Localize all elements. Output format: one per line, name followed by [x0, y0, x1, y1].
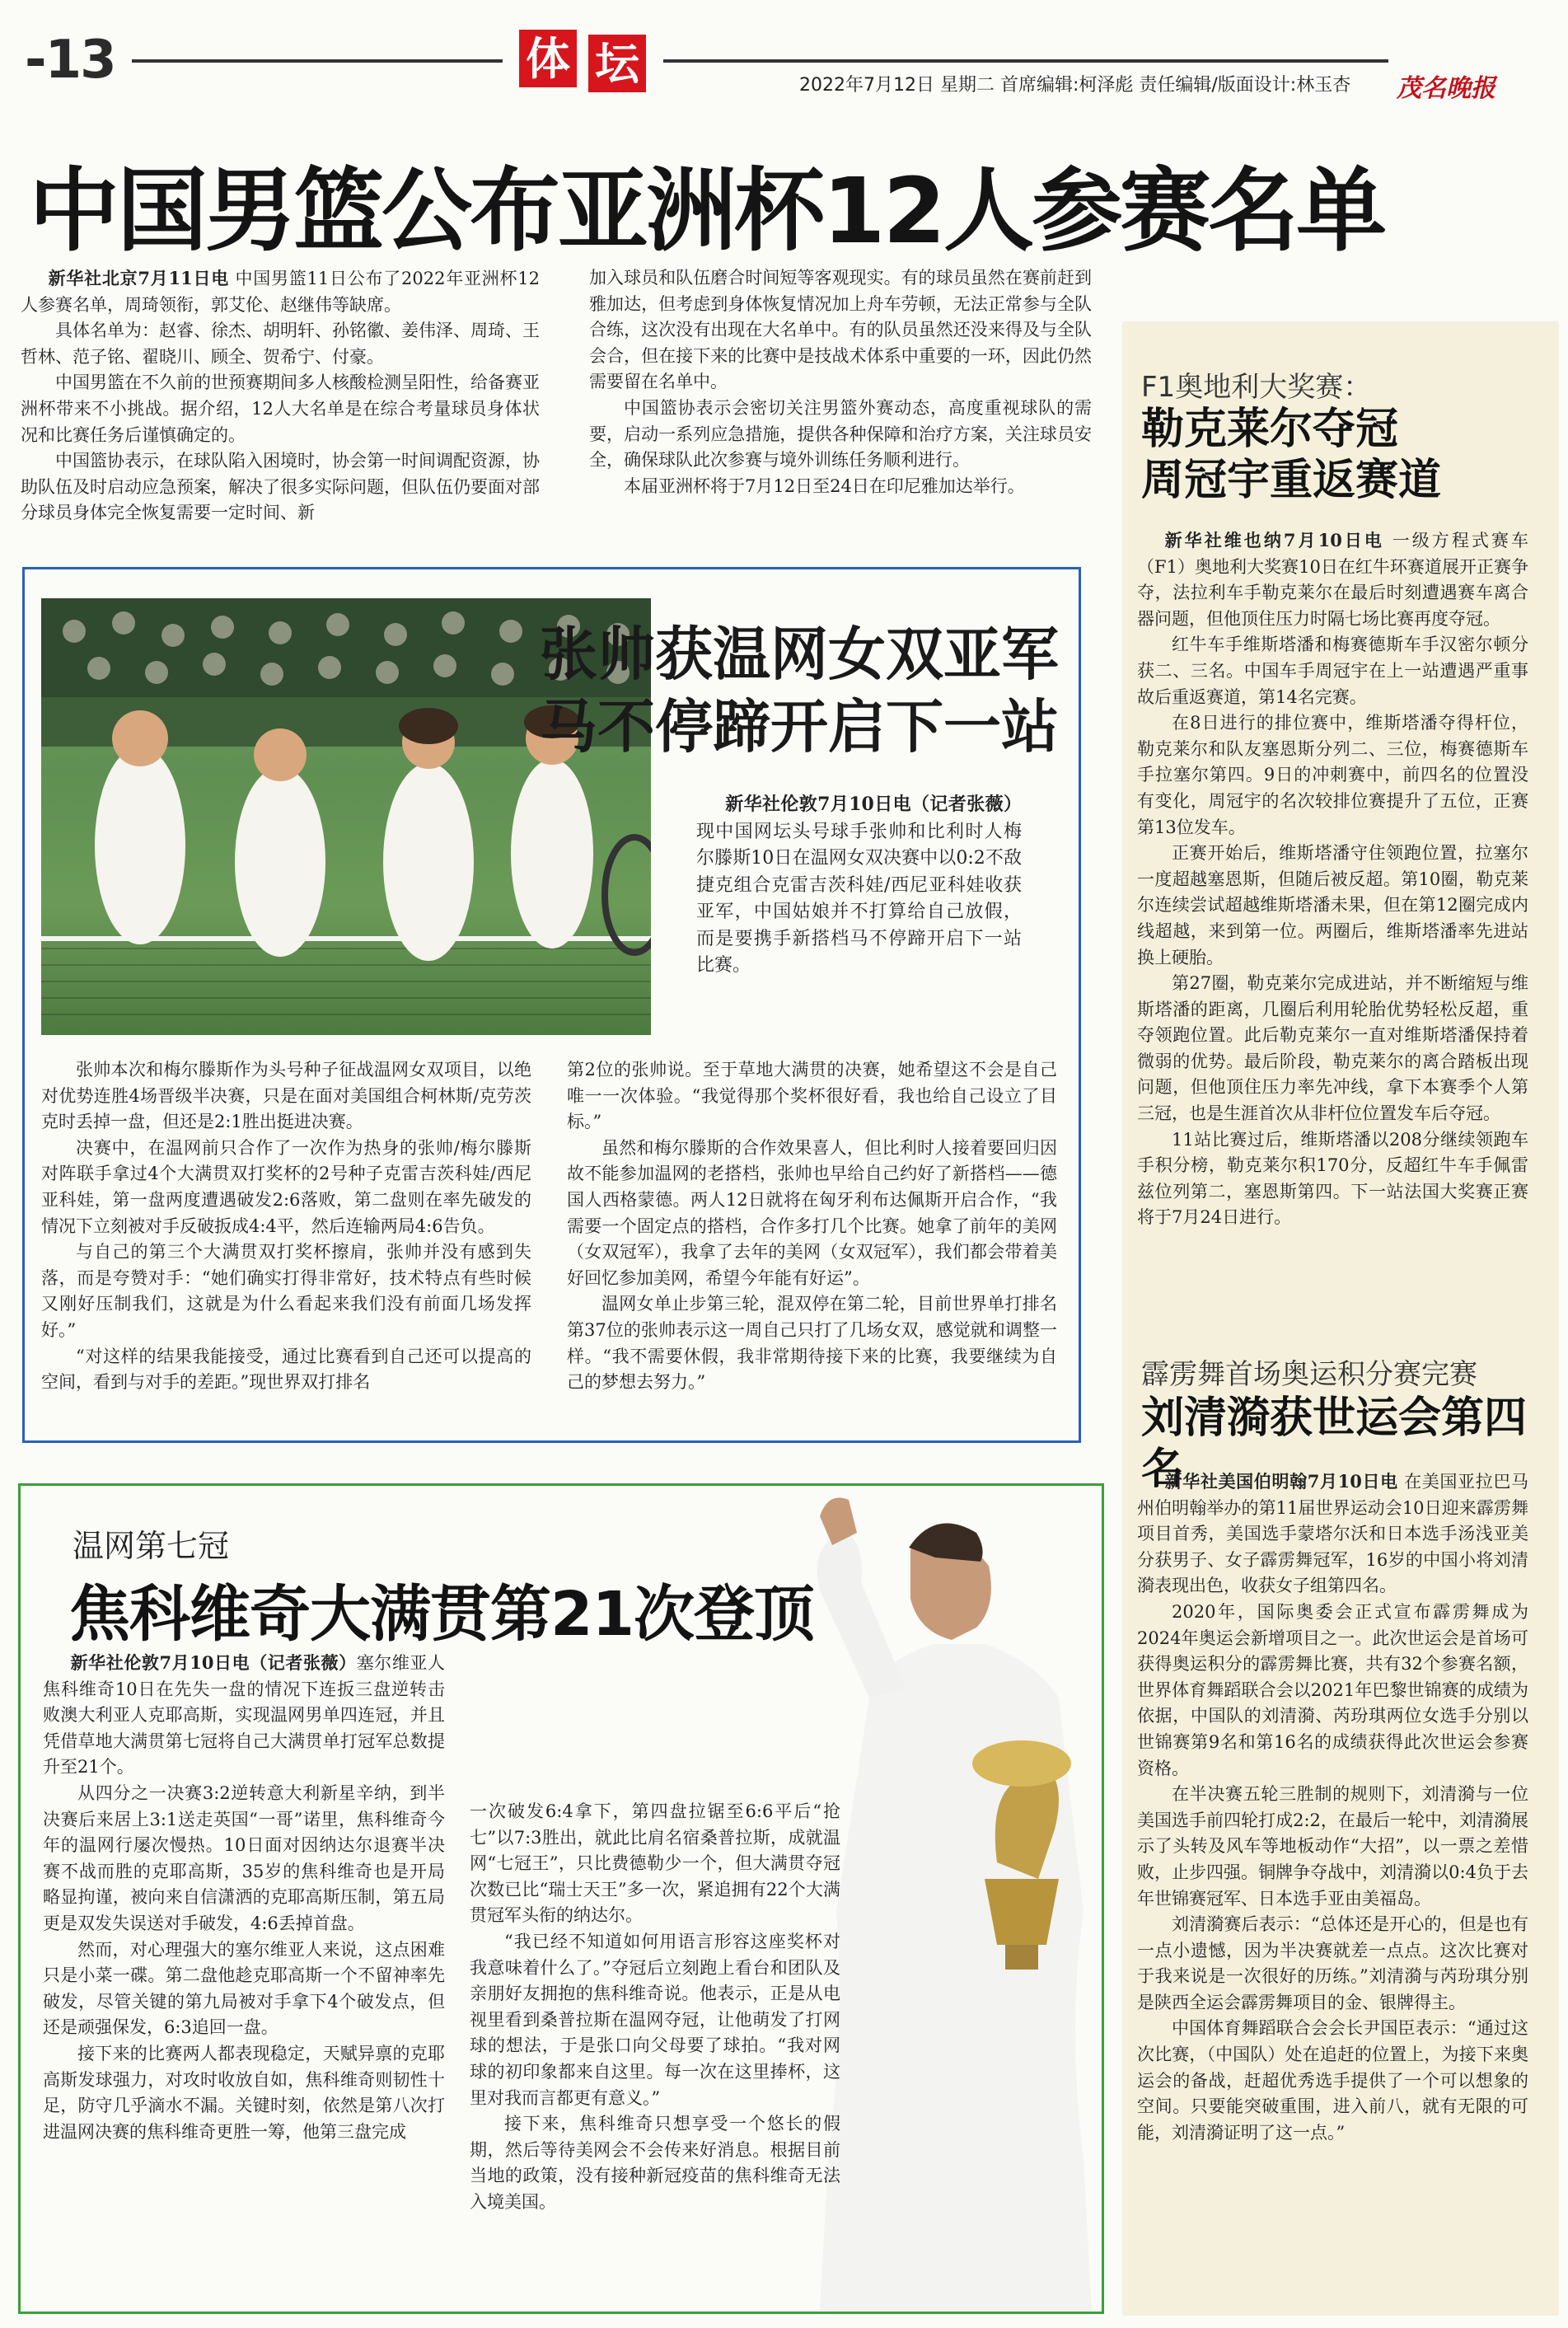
paragraph — [589, 265, 1092, 396]
lead-article-col1 — [21, 265, 540, 527]
paragraph — [1137, 1912, 1528, 2016]
paragraph-text: 中国篮协表示，在球队陷入困境时，协会第一时间调配资源，协助队伍及时启动应急预案，解决了很多实际问题，但队伍仍要面对部分球员身体完全恢复需要一定时间、新 — [21, 451, 540, 523]
issue-dateline: 2022年7月12日 星期二 首席编辑:柯泽彪 责任编辑/版面设计:林玉杏 — [799, 75, 1351, 96]
paragraph-text: 与自己的第三个大满贯双打奖杯擦肩，张帅并没有感到失落，而是夸赞对手：“她们确实打得非常好，技术特点有些时候又刚好压制我们，这就是为什么看起来我们没有前面几场发挥好。” — [41, 1242, 531, 1340]
paragraph — [21, 265, 540, 318]
paragraph-text: 温网女单止步第三轮，混双停在第二轮，目前世界单打排名第37位的张帅表示这一周自己只打了几场女双，感觉就和调整一样。“我不需要休假，我非常期待接下来的比赛，我要继续为自己的梦想去努力。” — [567, 1294, 1057, 1393]
f1-title — [1141, 404, 1441, 506]
paragraph — [589, 396, 1092, 474]
paragraph — [589, 474, 1092, 500]
section-char-2: 坛 — [588, 35, 646, 92]
paragraph-text: 第27圈，勒克莱尔完成进站，并不断缩短与维斯塔潘的距离，几圈后利用轮胎优势轻松反超，重夺领跑位置。此后勒克莱尔一直对维斯塔潘保持着微弱的优势。最后阶段，勒克莱尔的离合踏板出现问题，但他顶住压力率先冲线，拿下本赛季个人第三冠，也是生涯首次从非杆位位置发车后夺冠。 — [1137, 973, 1528, 1124]
breaking-kicker: 霹雳舞首场奥运积分赛完赛 — [1141, 1358, 1477, 1391]
paragraph-text: 红牛车手维斯塔潘和梅赛德斯车手汉密尔顿分获二、三名。中国车手周冠宇在上一站遭遇严重事故后重返赛道，第14名完赛。 — [1137, 635, 1528, 707]
paragraph-text: 决赛中，在温网前只合作了一次作为热身的张帅/梅尔滕斯对阵联手拿过4个大满贯双打奖杯的2号种子克雷吉茨科娃/西尼亚科娃，第一盘两度遭遇破发2:6落败，第二盘则在率先破发的情况下立刻被对手反破扳成4:4平，然后连输两局4:6告负。 — [41, 1137, 531, 1236]
tennis-title-line1: 张帅获温网女双亚军 — [540, 621, 1059, 688]
paragraph — [1137, 632, 1528, 710]
lead-article-col2 — [589, 265, 1092, 499]
f1-article — [1137, 527, 1528, 1231]
paragraph-text: 一次破发6:4拿下，第四盘拉锯至6:6平后“抢七”以7:3胜出，就此比肩名宿桑普拉斯，成就温网“七冠王”，只比费德勒少一个，但大满贯夺冠次数已比“瑞士天王”多一次，紧追拥有22个大满贯冠军头衔的纳达尔。 — [470, 1801, 840, 1926]
paragraph-text: 正赛开始后，维斯塔潘守住领跑位置，拉塞尔一度超越塞恩斯，但随后被反超。第10圈，勒克莱尔连续尝试超越维斯塔潘未果，但在第12圈完成内线超越，来到第一位。两圈后，维斯塔潘率先进站换上硬胎。 — [1137, 843, 1528, 967]
f1-title-line2: 周冠宇重返赛道 — [1141, 456, 1442, 505]
story-dateline: 新华社美国伯明翰7月10日电 — [1164, 1471, 1398, 1492]
paragraph-text: 中国篮协表示会密切关注男篮外赛动态，高度重视球队的需要，启动一系列应急措施，提供各种保障和治疗方案，关注球员安全，确保球队此次参赛与境外训练任务顺利进行。 — [589, 397, 1092, 471]
paragraph — [43, 1650, 445, 1781]
paragraph-text: 具体名单为：赵睿、徐杰、胡明轩、孙铭徽、姜伟泽、周琦、王哲林、范子铭、翟晓川、顾全、贺希宁、付豪。 — [21, 321, 540, 367]
tennis-title-line2: 马不停蹄开启下一站 — [540, 693, 1059, 761]
paragraph-text: 在8日进行的排位赛中，维斯塔潘夺得杆位，勒克莱尔和队友塞恩斯分列二、三位，梅赛德斯车手拉塞尔第四。9日的冲刺赛中，前四名的位置没有变化，周冠宇的名次较排位赛提升了五位，正赛第13位发车。 — [1137, 713, 1528, 837]
header-rule-left — [132, 59, 503, 63]
paragraph — [43, 1781, 445, 1937]
paragraph — [21, 370, 540, 448]
paragraph — [21, 318, 540, 370]
paragraph-text: 加入球员和队伍磨合时间短等客观现实。有的球员虽然在赛前赶到雅加达，但考虑到身体恢复情况加上舟车劳顿，无法正常参与全队合练，这次没有出现在大名单中。有的队员虽然还没来得及与全队会合，但在接下来的比赛中是技战术体系中重要的一环，因此仍然需要留在名单中。 — [589, 268, 1092, 392]
story-dateline: 新华社维也纳7月10日电 — [1164, 530, 1384, 550]
paragraph — [1137, 971, 1528, 1127]
paragraph-text: 2020年，国际奥委会正式宣布霹雳舞成为2024年奥运会新增项目之一。此次世运会是首场可获得奥运积分的霹雳舞比赛，共有32个参赛名额，世界体育舞蹈联合会以2021年巴黎世锦赛的成绩为依据，中国队的刘清漪、芮玢琪两位女选手分别以世锦赛第9名和第16名的成绩获得此次世运会参赛资格。 — [1137, 1601, 1528, 1778]
paragraph — [21, 448, 540, 527]
tennis-lead-paragraph — [696, 791, 1022, 980]
tennis-article-col2 — [567, 1057, 1057, 1396]
story-dateline: 新华社伦敦7月10日电（记者张薇） — [70, 1652, 357, 1673]
paragraph — [470, 1799, 840, 1929]
djokovic-article-col1 — [43, 1650, 445, 2145]
paragraph-text: 从四分之一决赛3:2逆转意大利新星辛纳，到半决赛后来居上3:1送走英国“一哥”诺里，焦科维奇今年的温网行屡次慢热。10日面对因纳达尔退赛半决赛不战而胜的克耶高斯，35岁的焦科维奇也是开局略显拘谨，被向来自信潇洒的克耶高斯压制，第五局更是双发失误送对手破发，4:6丢掉首盘。 — [43, 1782, 445, 1933]
paragraph-text: 接下来，焦科维奇只想享受一个悠长的假期，然后等待美网会不会传来好消息。根据目前当地的政策，没有接种新冠疫苗的焦科维奇无法入境美国。 — [470, 2114, 840, 2212]
paragraph — [1137, 1468, 1528, 1600]
paragraph — [567, 1291, 1057, 1395]
paragraph-text: 中国男篮11日公布了2022年亚洲杯12人参赛名单，周琦领衔，郭艾伦、赵继伟等缺席。 — [21, 269, 540, 315]
paragraph — [1137, 2016, 1528, 2146]
section-char-1: 体 — [519, 30, 577, 87]
paragraph-text: “我已经不知道如何用语言形容这座奖杯对我意味着什么了。”夺冠后立刻跑上看台和团队及亲朋好友拥抱的焦科维奇说。他表示，正是从电视里看到桑普拉斯在温网夺冠，让他萌发了打网球的想法，于是张口向父母要了球拍。“我对网球的初印象都来自这里。每一次在这里捧杯，这里对我而言都更有意义。” — [470, 1931, 840, 2108]
paragraph — [43, 1937, 445, 2041]
breaking-article — [1137, 1468, 1528, 2146]
paragraph — [1137, 1600, 1528, 1782]
paragraph — [567, 1136, 1057, 1292]
paragraph-text: 然而，对心理强大的塞尔维亚人来说，这点困难只是小菜一碟。第二盘他趁克耶高斯一个不留神率先破发，尽管关键的第九局被对手拿下4个破发点，但还是顽强保发，6:3追回一盘。 — [43, 1939, 445, 2038]
paragraph-text: 张帅本次和梅尔滕斯作为头号种子征战温网女双项目，以绝对优势连胜4场晋级半决赛，只是在面对美国组合柯林斯/克劳茨克时丢掉一盘，但还是2:1胜出挺进决赛。 — [41, 1060, 531, 1132]
paragraph-text: 中国体育舞蹈联合会会长尹国臣表示：“通过这次比赛，（中国队）处在追赶的位置上，为接下来奥运会的备战，赶超优秀选手提供了一个可以想象的空间。只要能突破重围，进入前八，就有无限的可能，刘清漪证明了这一点。” — [1137, 2018, 1528, 2143]
djokovic-kicker: 温网第七冠 — [73, 1528, 230, 1564]
paragraph — [1137, 527, 1528, 632]
section-tag — [519, 30, 651, 92]
f1-kicker: F1奥地利大奖赛： — [1141, 371, 1372, 404]
djokovic-article-col2 — [470, 1799, 840, 2216]
paragraph-text: 第2位的张帅说。至于草地大满贯的决赛，她希望这不会是自己唯一一次体验。“我觉得那个奖杯很好看，我也给自己设立了目标。” — [567, 1060, 1057, 1132]
djokovic-title: 焦科维奇大满贯第21次登顶 — [69, 1579, 814, 1650]
paragraph-text: 塞尔维亚人焦科维奇10日在先失一盘的情况下连扳三盘逆转击败澳大利亚人克耶高斯，实现温网男单四连冠，并且凭借草地大满贯第七冠将自己大满贯单打冠军总数提升至21个。 — [43, 1653, 445, 1778]
header-rule-right — [663, 59, 1388, 63]
paragraph-text: 在美国亚拉巴马州伯明翰举办的第11届世界运动会10日迎来霹雳舞项目首秀，美国选手蒙塔尔沃和日本选手汤浅亚美分获男子、女子霹雳舞冠军，16岁的中国小将刘清漪表现出色，收获女子组第四名。 — [1137, 1472, 1528, 1596]
paragraph-text: 现中国网坛头号球手张帅和比利时人梅尔滕斯10日在温网女双决赛中以0:2不敌捷克组合克雷吉茨科娃/西尼亚科娃收获亚军，中国姑娘并不打算给自己放假，而是要携手新搭档马不停蹄开启下一站比赛。 — [696, 821, 1022, 976]
paragraph — [470, 1929, 840, 2111]
paragraph — [1137, 841, 1528, 971]
f1-title-line1: 勒克莱尔夺冠 — [1141, 405, 1399, 454]
story-dateline: 新华社北京7月11日电 — [48, 268, 230, 288]
paragraph — [41, 1136, 531, 1239]
tennis-article-col1 — [41, 1057, 531, 1396]
main-headline: 中国男篮公布亚洲杯12人参赛名单 — [29, 158, 1385, 264]
paragraph — [43, 2041, 445, 2145]
paragraph — [696, 791, 1022, 980]
paragraph-text: 刘清漪赛后表示：“总体还是开心的，但是也有一点小遗憾，因为半决赛就差一点点。这次比赛对于我来说是一次很好的历练。”刘清漪与芮玢琪分别是陕西全运会霹雳舞项目的金、银牌得主。 — [1137, 1914, 1528, 2012]
paragraph — [1137, 710, 1528, 841]
paragraph — [41, 1057, 531, 1136]
paragraph-text: “对这样的结果我能接受，通过比赛看到自己还可以提高的空间，看到与对手的差距。”现世界双打排名 — [41, 1346, 531, 1393]
tennis-title — [540, 618, 1059, 763]
paragraph — [567, 1057, 1057, 1136]
paragraph-text: 中国男篮在不久前的世预赛期间多人核酸检测呈阳性，给备赛亚洲杯带来不小挑战。据介绍，12人大名单是在综合考量球员身体状况和比赛任务后谨慎确定的。 — [21, 372, 540, 445]
page-number: -13 — [25, 30, 115, 91]
masthead-logo: 茂名晚报 — [1397, 74, 1495, 103]
paragraph-text: 虽然和梅尔滕斯的合作效果喜人，但比利时人接着要回归因故不能参加温网的老搭档，张帅也早给自己约好了新搭档——德国人西格蒙德。两人12日就将在匈牙利布达佩斯开启合作，“我需要一个固定点的搭档，合作多打几个比赛。她拿了前年的美网（女双冠军），我拿了去年的美网（女双冠军），我们都会带着美好回忆参加美网，希望今年能有好运”。 — [567, 1137, 1057, 1288]
paragraph-text: 11站比赛过后，维斯塔潘以208分继续领跑车手积分榜，勒克莱尔积170分，反超红牛车手佩雷兹位列第二，塞恩斯第四。下一站法国大奖赛正赛将于7月24日进行。 — [1137, 1129, 1528, 1228]
story-dateline: 新华社伦敦7月10日电（记者张薇） — [725, 794, 1022, 815]
paragraph-text: 本届亚洲杯将于7月12日至24日在印尼雅加达举行。 — [624, 475, 1025, 496]
paragraph-text: 一级方程式赛车（F1）奥地利大奖赛10日在红牛环赛道展开正赛争夺，法拉利车手勒克莱尔在最后时刻遭遇赛车离合器问题，但他顶住压力时隔七场比赛再度夺冠。 — [1137, 531, 1528, 629]
paragraph-text: 接下来的比赛两人都表现稳定，天赋异禀的克耶高斯发球强力，对攻时收放自如，焦科维奇则韧性十足，防守几乎滴水不漏。关键时刻，依然是第八次打进温网决赛的焦科维奇更胜一筹，他第三盘完成 — [43, 2043, 445, 2142]
paragraph — [470, 2111, 840, 2215]
paragraph — [41, 1344, 531, 1396]
breaking-title: 刘清漪获世运会第四名 — [1141, 1394, 1528, 1494]
paragraph — [1137, 1127, 1528, 1231]
paragraph — [1137, 1782, 1528, 1912]
paragraph — [41, 1239, 531, 1343]
paragraph-text: 在半决赛五轮三胜制的规则下，刘清漪与一位美国选手前四轮打成2:2，在最后一轮中，刘清漪展示了头转及风车等地板动作“大招”，以一票之差惜败，止步四强。铜牌争夺战中，刘清漪以0:4负于去年世锦赛冠军、日本选手亚由美福岛。 — [1137, 1784, 1528, 1909]
